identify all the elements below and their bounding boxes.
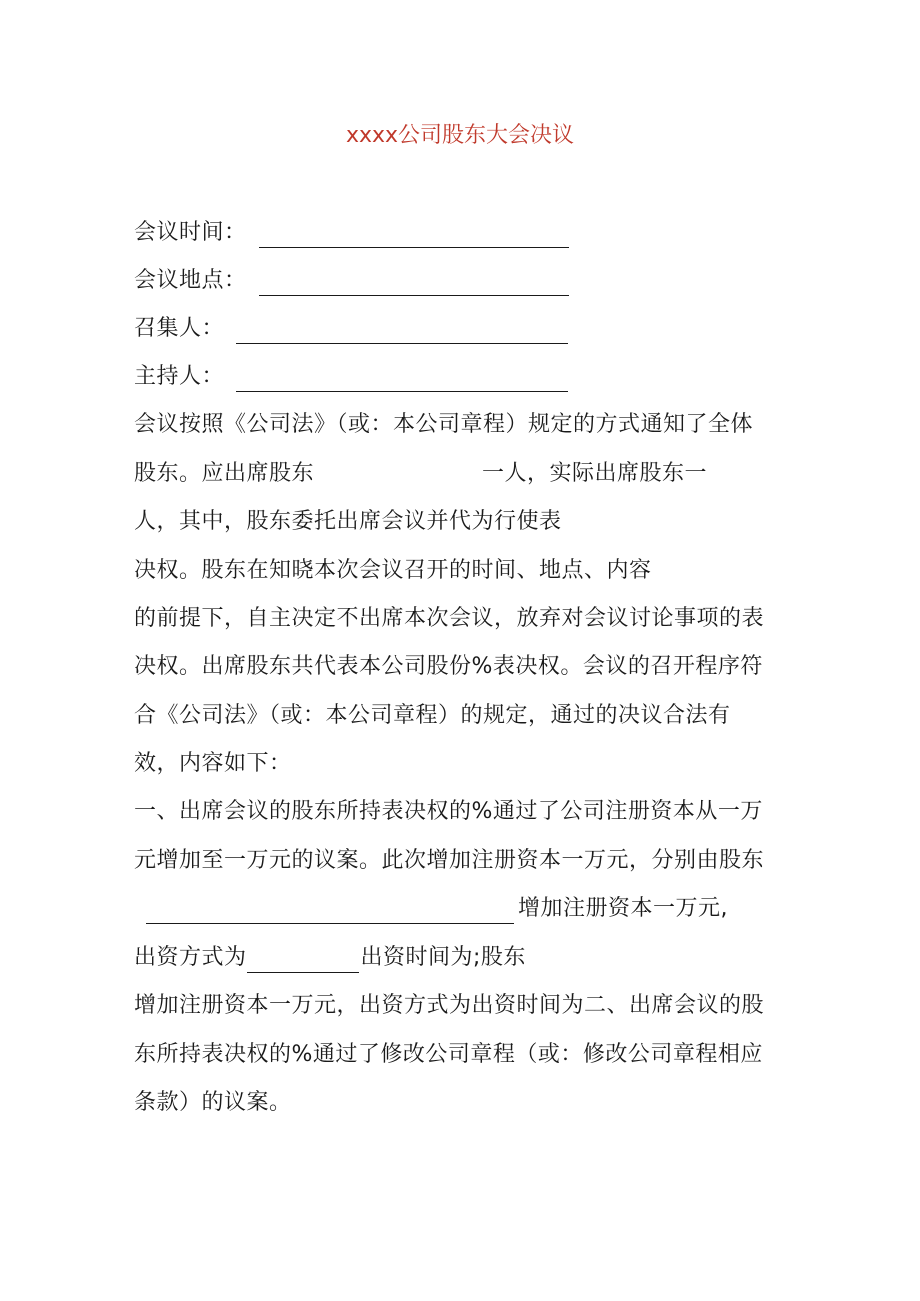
body-line: 增加注册资本一万元，出资方式为出资时间为二、出席会议的股 [134, 993, 765, 1018]
body-line: 元增加至一万元的议案。此次增加注册资本一万元，分别由股东 [134, 848, 765, 873]
meeting-time-label: 会议时间： [134, 220, 247, 245]
host-row [134, 362, 568, 392]
host-blank [236, 367, 568, 392]
host-label: 主持人： [134, 364, 225, 389]
meeting-time-row [134, 218, 569, 248]
body-text: 一人，实际出席股东一 [482, 461, 708, 486]
body-line: 决权。出席股东共代表本公司股份%表决权。会议的召开程序符 [134, 654, 763, 679]
meeting-place-row [134, 266, 569, 296]
convener-label: 召集人： [134, 316, 225, 341]
body-line: 东所持表决权的%通过了修改公司章程（或：修改公司章程相应 [134, 1042, 763, 1067]
body-text: 出资时间为;股东 [360, 945, 526, 970]
body-line: 条款）的议案。 [134, 1090, 292, 1115]
meeting-place-label: 会议地点： [134, 268, 247, 293]
document-title: xxxx公司股东大会决议 [345, 123, 575, 148]
convener-row [134, 314, 568, 344]
body-line [146, 894, 728, 924]
body-line [134, 943, 526, 973]
body-line: 一、出席会议的股东所持表决权的%通过了公司注册资本从一万 [134, 799, 763, 824]
body-line: 决权。股东在知晓本次会议召开的时间、地点、内容 [134, 558, 652, 583]
body-line: 的前提下，自主决定不出席本次会议，放弃对会议讨论事项的表 [134, 606, 765, 631]
meeting-place-blank [259, 271, 569, 296]
body-text: 股东。应出席股东 [134, 461, 315, 486]
body-text: 出资方式为 [134, 945, 247, 970]
convener-blank [236, 319, 568, 344]
contribution-method-blank [247, 948, 359, 973]
body-line: 效，内容如下： [134, 751, 292, 776]
body-line: 合《公司法》（或：本公司章程）的规定，通过的决议合法有 [134, 703, 731, 728]
shareholder-blank [146, 899, 514, 924]
meeting-time-blank [259, 223, 569, 248]
body-line: 人，其中，股东委托出席会议并代为行使表 [134, 509, 562, 534]
body-line [134, 459, 707, 489]
body-text: 增加注册资本一万元, [518, 896, 728, 921]
body-line: 会议按照《公司法》（或：本公司章程）规定的方式通知了全体 [134, 412, 754, 437]
